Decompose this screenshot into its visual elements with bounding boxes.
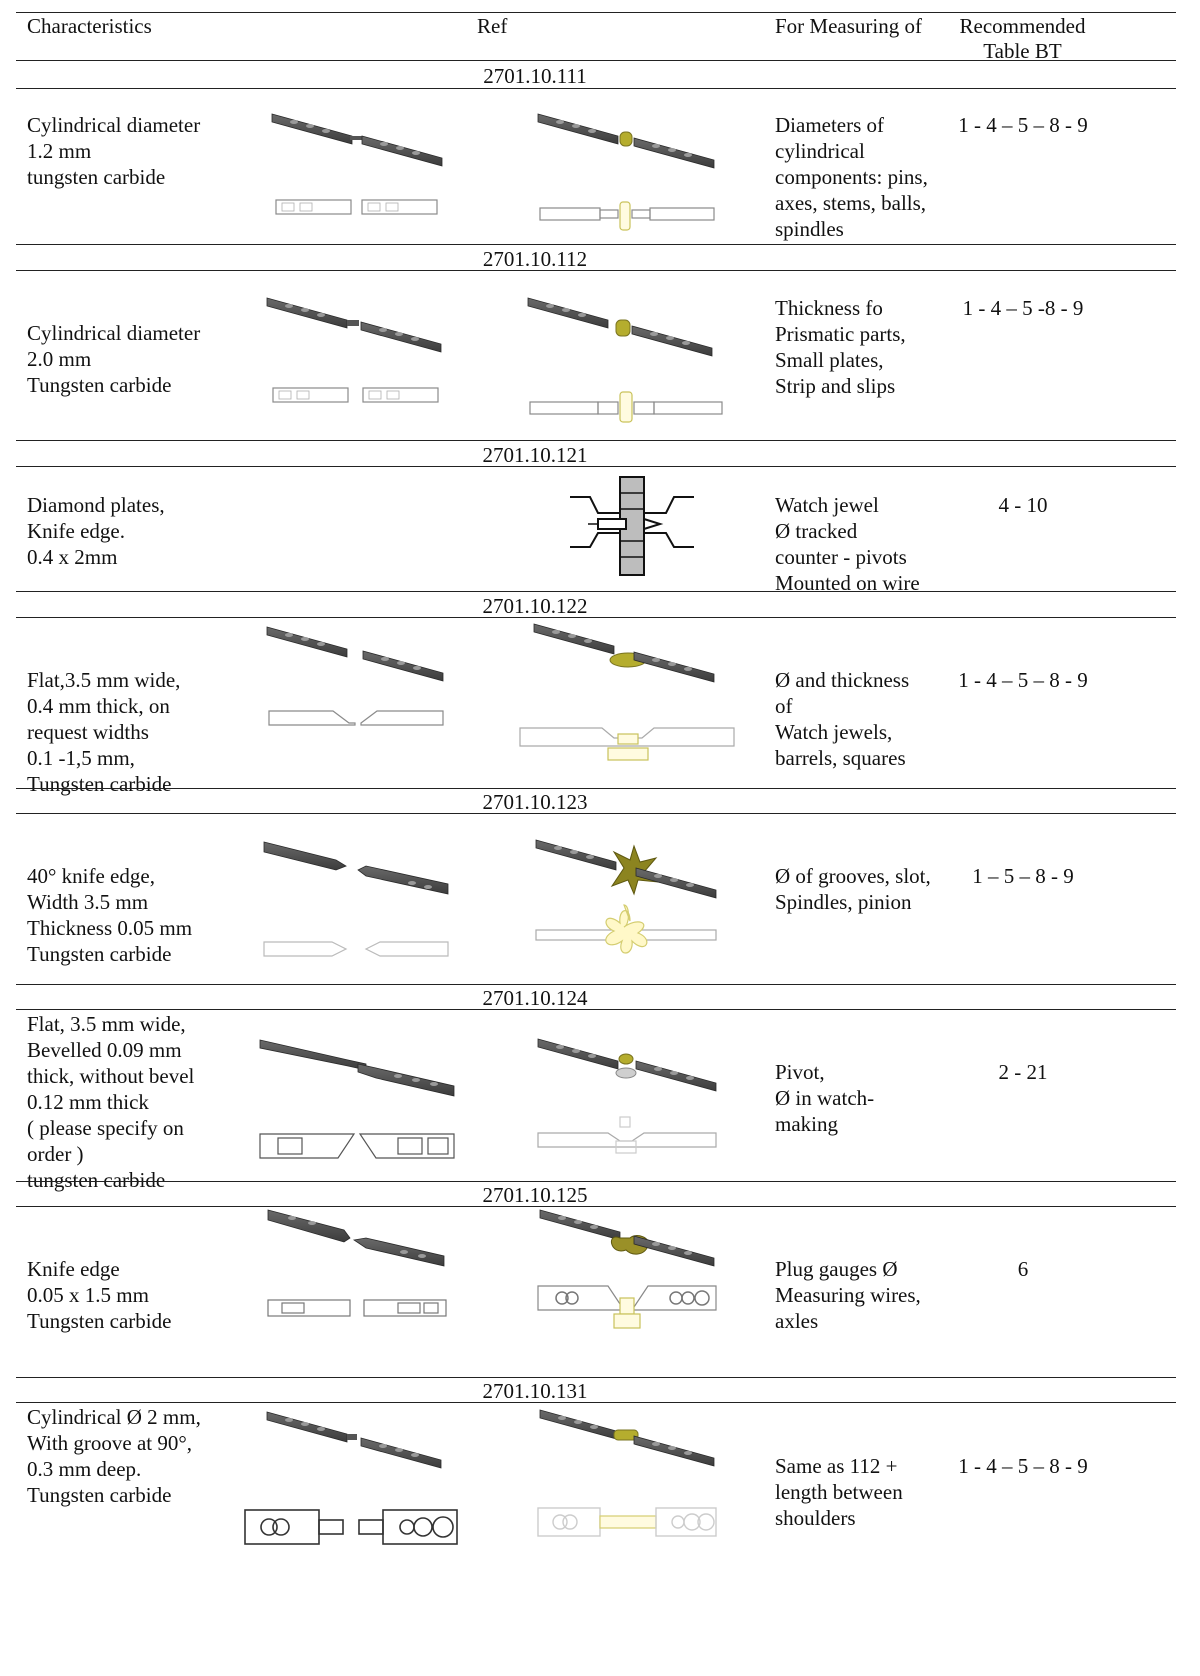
row-rule — [16, 617, 1176, 618]
ref-number: 2701.10.122 — [482, 594, 588, 618]
recommended-cell: 6 — [1017, 1257, 1029, 1281]
anvil-pair-icon — [265, 625, 455, 735]
row-rule — [16, 270, 1176, 271]
anvil-pair-icon — [266, 1208, 451, 1323]
characteristics-cell: Flat, 3.5 mm wide, Bevelled 0.09 mm thick, without bevel 0.12 mm thick ( please specify on order ) tungsten carbide — [27, 1012, 195, 1192]
header-characteristics: Characteristics — [27, 14, 152, 38]
anvil-pair-icon — [270, 112, 450, 222]
measuring-cell: Pivot, Ø in watch- making — [775, 1060, 875, 1136]
anvil-assembly-icon — [536, 1408, 721, 1543]
ref-number: 2701.10.112 — [482, 247, 588, 271]
measuring-cell: Ø of grooves, slot, Spindles, pinion — [775, 864, 931, 914]
row-rule — [16, 440, 1176, 441]
top-rule — [16, 12, 1176, 13]
characteristics-cell: Knife edge 0.05 x 1.5 mm Tungsten carbide — [27, 1257, 172, 1333]
recommended-cell: 1 - 4 – 5 -8 - 9 — [962, 296, 1084, 320]
characteristics-cell: Diamond plates, Knife edge. 0.4 x 2mm — [27, 493, 165, 569]
row-rule — [16, 591, 1176, 592]
header-ref: Ref — [477, 14, 508, 38]
row-rule — [16, 244, 1176, 245]
ref-number: 2701.10.111 — [483, 64, 587, 88]
header-for-measuring: For Measuring of — [775, 14, 922, 38]
characteristics-cell: Cylindrical diameter 2.0 mm Tungsten carbide — [27, 321, 201, 397]
recommended-cell: 1 - 4 – 5 – 8 - 9 — [958, 668, 1088, 692]
measuring-cell: Ø and thickness of Watch jewels, barrels, squares — [775, 668, 910, 770]
measuring-cell: Plug gauges Ø Measuring wires, axles — [775, 1257, 921, 1333]
row-rule — [16, 88, 1176, 89]
ref-number: 2701.10.123 — [482, 790, 588, 814]
measuring-cell: Same as 112 + length between shoulders — [775, 1454, 903, 1530]
row-rule — [16, 1402, 1176, 1403]
recommended-cell: 1 - 4 – 5 – 8 - 9 — [958, 113, 1088, 137]
characteristics-cell: 40° knife edge, Width 3.5 mm Thickness 0.05 mm Tungsten carbide — [27, 864, 193, 966]
measuring-cell: Thickness fo Prismatic parts, Small plates, Strip and slips — [775, 296, 906, 398]
recommended-cell: 2 - 21 — [998, 1060, 1048, 1084]
row-rule — [16, 1009, 1176, 1010]
characteristics-cell: Flat,3.5 mm wide, 0.4 mm thick, on request widths 0.1 -1,5 mm, Tungsten carbide — [27, 668, 181, 796]
anvil-assembly-icon — [538, 112, 718, 232]
diamond-plate-icon — [568, 475, 698, 580]
recommended-cell: 1 – 5 – 8 - 9 — [972, 864, 1074, 888]
ref-number: 2701.10.121 — [482, 443, 588, 467]
measuring-cell: Diameters of cylindrical components: pins, axes, stems, balls, spindles — [775, 113, 928, 241]
anvil-assembly-icon — [536, 1206, 721, 1336]
anvil-pair-icon — [265, 296, 455, 416]
measuring-cell: Watch jewel Ø tracked counter - pivots Mounted on wire — [775, 493, 920, 595]
row-rule — [16, 813, 1176, 814]
ref-number: 2701.10.125 — [482, 1183, 588, 1207]
characteristics-cell: Cylindrical Ø 2 mm, With groove at 90°, 0.3 mm deep. Tungsten carbide — [27, 1405, 201, 1507]
anvil-assembly-icon — [518, 622, 738, 762]
anvil-pair-icon — [243, 1410, 463, 1550]
recommended-cell: 4 - 10 — [998, 493, 1048, 517]
characteristics-cell: Cylindrical diameter 1.2 mm tungsten carbide — [27, 113, 201, 189]
anvil-assembly-icon — [534, 838, 719, 973]
recommended-cell: 1 - 4 – 5 – 8 - 9 — [958, 1454, 1088, 1478]
header-recommended: Recommended Table BT — [959, 14, 1086, 63]
anvil-assembly-icon — [528, 296, 728, 426]
ref-number: 2701.10.124 — [482, 986, 588, 1010]
header-rule — [16, 60, 1176, 61]
anvil-assembly-icon — [536, 1025, 721, 1160]
anvil-pair-icon — [258, 1038, 458, 1163]
ref-number: 2701.10.131 — [482, 1379, 588, 1403]
row-rule — [16, 466, 1176, 467]
anvil-pair-icon — [262, 840, 452, 960]
